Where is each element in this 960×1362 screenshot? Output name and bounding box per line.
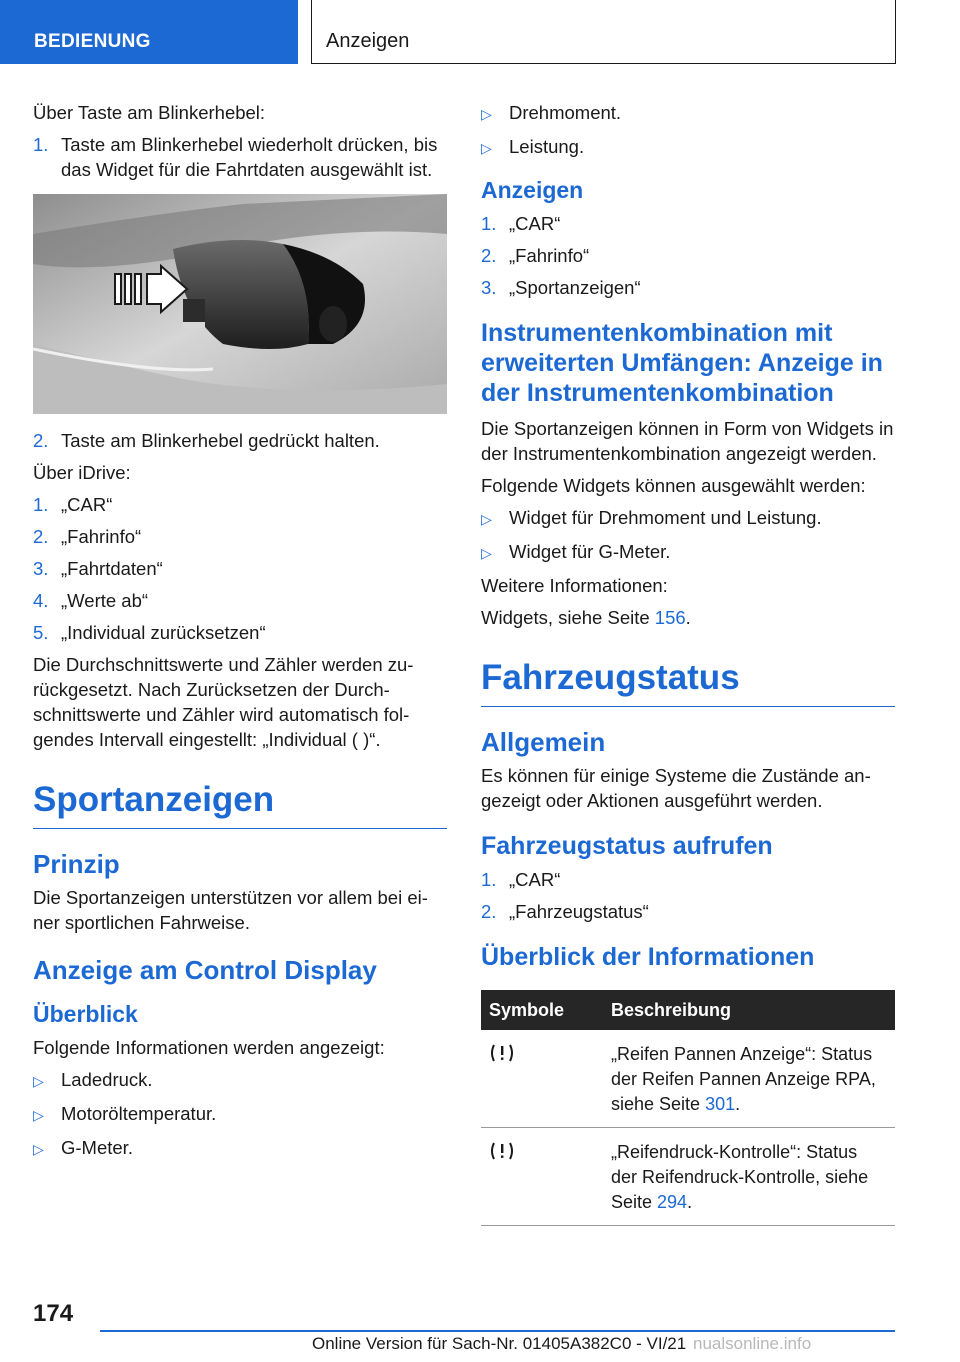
table-header-symbol: Symbole (481, 990, 603, 1030)
row-desc-end: . (687, 1192, 693, 1212)
step-number: 1. (33, 494, 49, 515)
footer-online-version: Online Version für Sach-Nr. 01405A382C0 - VI/21 (312, 1334, 687, 1353)
aufrufen-step (481, 899, 895, 924)
idrive-step (33, 556, 447, 581)
step-number: 2. (481, 245, 497, 266)
bullet-triangle-icon: ▷ (481, 140, 492, 156)
list-item-text: Motoröltemperatur. (61, 1103, 217, 1124)
bullet-triangle-icon: ▷ (33, 1107, 44, 1123)
heading-allgemein: Allgemein (481, 727, 606, 757)
left-column (33, 100, 447, 1169)
step-text: „CAR“ (509, 213, 561, 234)
anzeigen-step (481, 243, 895, 268)
step-text: „Werte ab“ (61, 590, 149, 611)
heading-ueberblick-informationen: Überblick der Informationen (481, 943, 815, 971)
heading-control-display: Anzeige am Control Display (33, 955, 377, 985)
page-link-156[interactable]: 156 (654, 607, 686, 628)
status-info-table (481, 990, 895, 1226)
step-number: 5. (33, 622, 49, 643)
more-info-text: Weitere Informationen: (481, 575, 668, 596)
step-number: 1. (481, 213, 497, 234)
list-item (481, 134, 895, 161)
bullet-triangle-icon: ▷ (33, 1073, 44, 1089)
heading-ueberblick: Überblick (33, 1001, 138, 1027)
page-number: 174 (33, 1300, 74, 1327)
header-section-label: BEDIENUNG (34, 31, 151, 52)
step-number: 2. (481, 901, 497, 922)
list-item (33, 1067, 447, 1094)
page-link-294[interactable]: 294 (657, 1192, 688, 1212)
turn-signal-lever-illustration (33, 194, 447, 414)
step-item (33, 428, 447, 453)
reset-text: Die Durchschnittswerte und Zähler werden zurückgesetzt. Nach Zurücksetzen der Durchschnittswerte und Zähler wird automatisch folgendes Intervall eingestellt: „Individual ( )“. (33, 654, 414, 750)
heading-fahrzeugstatus-aufrufen: Fahrzeugstatus aufrufen (481, 832, 773, 860)
intro-text: Über Taste am Blinkerhebel: (33, 102, 266, 123)
list-item (33, 1135, 447, 1162)
allgemein-text: Es können für einige Systeme die Zustände angezeigt oder Aktionen ausgeführt werden. (481, 765, 871, 811)
ueberblick-text: Folgende Informationen werden angezeigt: (33, 1037, 385, 1058)
tire-pressure-warning-icon (489, 1042, 515, 1064)
step-text: „Fahrinfo“ (509, 245, 590, 266)
list-item-text: G-Meter. (61, 1137, 133, 1158)
table-cell-description (603, 1128, 895, 1226)
list-item-text: Ladedruck. (61, 1069, 153, 1090)
aufrufen-step (481, 867, 895, 892)
reference-end: . (685, 607, 691, 628)
step-text: „Sportanzeigen“ (509, 277, 641, 298)
bullet-triangle-icon: ▷ (481, 106, 492, 122)
heading-anzeigen: Anzeigen (481, 177, 584, 203)
idrive-step (33, 492, 447, 517)
list-item-text: Drehmoment. (509, 102, 622, 123)
step-text: „Individual zurücksetzen“ (61, 622, 266, 643)
table-header-description: Beschreibung (603, 990, 895, 1030)
page-link-301[interactable]: 301 (705, 1094, 736, 1114)
row-desc-end: . (735, 1094, 741, 1114)
header-chapter-box (311, 0, 896, 64)
list-item-text: Widget für Drehmoment und Leistung. (509, 507, 822, 528)
tire-warning-icon (481, 1030, 603, 1128)
step-text: „Fahrzeugstatus“ (509, 901, 649, 922)
table-row (481, 1128, 895, 1226)
row-desc-text: „Reifen Pannen Anzeige“: Status der Reifen Pannen Anzeige RPA, siehe Seite (611, 1044, 876, 1114)
tire-pressure-warning-icon (489, 1140, 515, 1162)
idrive-intro: Über iDrive: (33, 462, 131, 483)
watermark-text: nualsonline.info (693, 1334, 812, 1353)
bullet-triangle-icon: ▷ (33, 1141, 44, 1157)
step-text: „Fahrtdaten“ (61, 558, 163, 579)
step-number: 1. (33, 134, 49, 155)
step-number: 2. (33, 526, 49, 547)
list-item (481, 539, 895, 566)
heading-fahrzeugstatus: Fahrzeugstatus (481, 658, 895, 707)
idrive-step (33, 588, 447, 613)
idrive-step (33, 620, 447, 645)
idrive-step (33, 524, 447, 549)
list-item-text: Widget für G-Meter. (509, 541, 671, 562)
row-desc-text: „Reifendruck-Kontrolle“: Status der Reifendruck-Kontrolle, siehe Seite (611, 1142, 869, 1212)
bullet-triangle-icon: ▷ (481, 545, 492, 561)
tire-warning-icon (481, 1128, 603, 1226)
step-text: „Fahrinfo“ (61, 526, 142, 547)
step-number: 1. (481, 869, 497, 890)
step-text: Taste am Blinkerhebel wiederholt drücken, bis das Widget für die Fahrtdaten ausgewählt ist. (61, 134, 438, 180)
list-item (481, 100, 895, 127)
list-item (33, 1101, 447, 1128)
step-number: 4. (33, 590, 49, 611)
footer-divider (100, 1330, 895, 1332)
prinzip-text: Die Sportanzeigen unterstützen vor allem bei einer sportlichen Fahrweise. (33, 887, 428, 933)
step-text: Taste am Blinkerhebel gedrückt halten. (61, 430, 380, 451)
step-number: 3. (33, 558, 49, 579)
step-number: 2. (33, 430, 49, 451)
table-row (481, 1030, 895, 1128)
step-text: „CAR“ (61, 494, 113, 515)
heading-instrumentenkombination: Instrumentenkombination mit erweiterten Umfängen: Anzeige in der Instrumentenkombination (481, 319, 883, 407)
step-text: „CAR“ (509, 869, 561, 890)
bullet-triangle-icon: ▷ (481, 511, 492, 527)
header-section-tab (0, 0, 298, 64)
anzeigen-step (481, 211, 895, 236)
table-header-row (481, 990, 895, 1030)
heading-sportanzeigen: Sportanzeigen (33, 780, 447, 829)
step-number: 3. (481, 277, 497, 298)
instr-text: Die Sportanzeigen können in Form von Widgets in der Instrumentenkombination angezeigt werden. (481, 418, 894, 464)
turn-signal-lever-photo (33, 194, 447, 414)
right-column (481, 100, 895, 1226)
widgets-intro: Folgende Widgets können ausgewählt werden: (481, 475, 866, 496)
widgets-reference (481, 605, 895, 630)
table-cell-description (603, 1030, 895, 1128)
heading-prinzip: Prinzip (33, 849, 120, 879)
list-item-text: Leistung. (509, 136, 585, 157)
list-item (481, 505, 895, 532)
header-chapter-label: Anzeigen (326, 30, 410, 52)
anzeigen-step (481, 275, 895, 300)
step-item (33, 132, 447, 182)
reference-text: Widgets, siehe Seite (481, 607, 655, 628)
